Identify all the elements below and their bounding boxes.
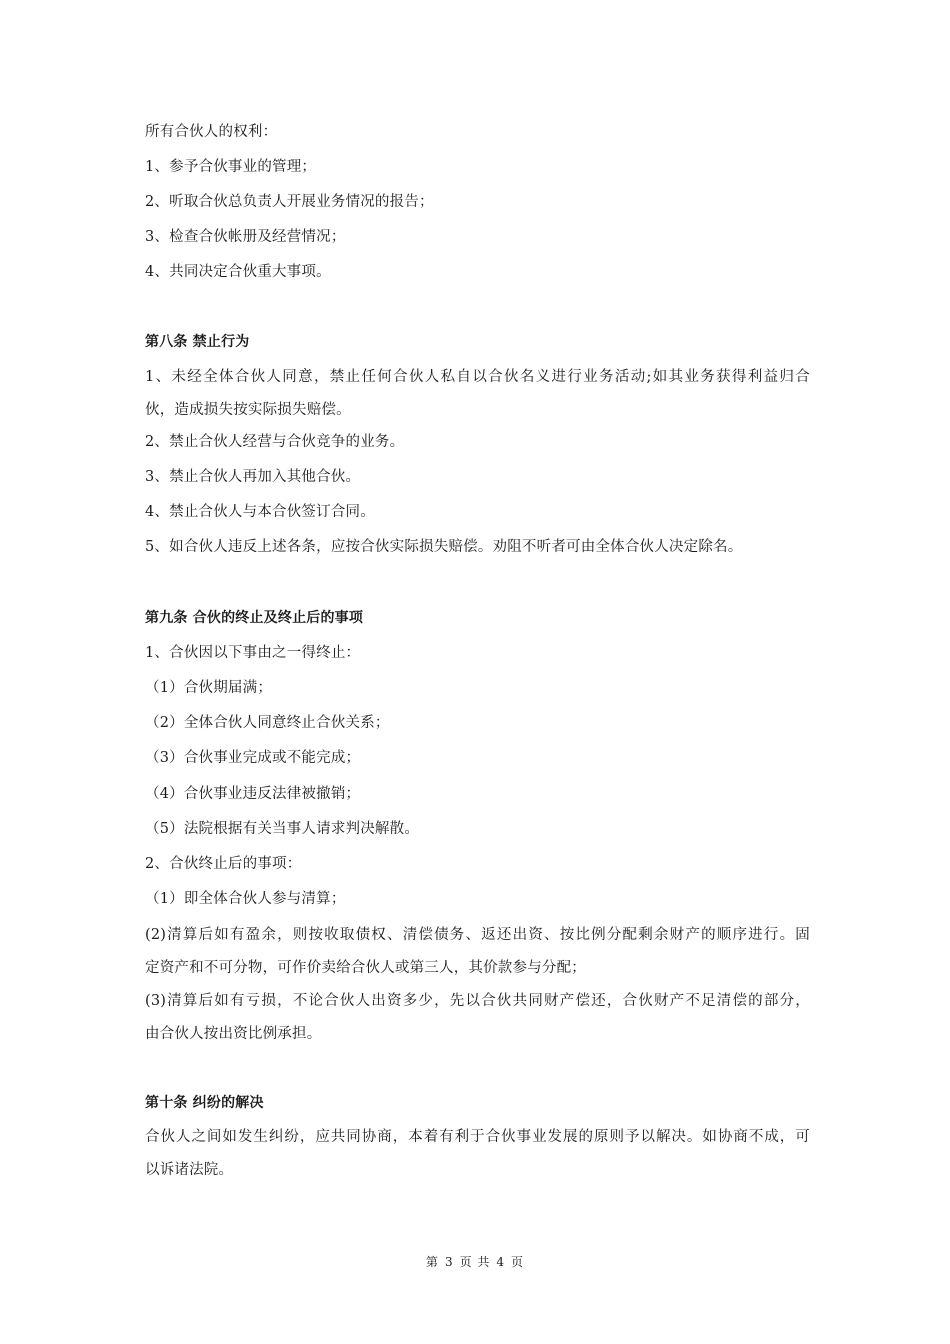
article-9-intro-2: 2、合伙终止后的事项： <box>145 856 302 872</box>
article-9-intro-1: 1、合伙因以下事由之一得终止： <box>145 645 361 661</box>
article-9-after-3-line-2: 由合伙人按出资比例承担。 <box>145 1026 322 1042</box>
article-9-reason-2: （2）全体合伙人同意终止合伙关系； <box>145 715 390 731</box>
footer-middle: 页 共 <box>459 1255 491 1269</box>
rights-item-3: 3、检查合伙帐册及经营情况； <box>145 229 346 245</box>
article-8-item-2: 2、禁止合伙人经营与合伙竞争的业务。 <box>145 434 405 450</box>
article-9-after-3-line-1: (3)清算后如有亏损，不论合伙人出资多少，先以合伙共同财产偿还，合伙财产不足清偿的部分， <box>145 993 810 1009</box>
article-9-after-2-line-1: (2)清算后如有盈余，则按收取债权、清偿债务、返还出资、按比例分配剩余财产的顺序进行。固 <box>145 927 810 943</box>
article-8-heading: 第八条 禁止行为 <box>145 334 250 350</box>
footer-suffix: 页 <box>511 1255 525 1269</box>
article-9-reason-5: （5）法院根据有关当事人请求判决解散。 <box>145 821 420 837</box>
rights-item-2: 2、听取合伙总负责人开展业务情况的报告； <box>145 194 434 210</box>
article-9-reason-3: （3）合伙事业完成或不能完成； <box>145 750 361 766</box>
article-9-heading: 第九条 合伙的终止及终止后的事项 <box>145 610 364 626</box>
article-8-item-3: 3、禁止合伙人再加入其他合伙。 <box>145 469 361 485</box>
rights-item-1: 1、参予合伙事业的管理； <box>145 159 317 175</box>
page-footer <box>0 1253 950 1271</box>
article-9-reason-1: （1）合伙期届满； <box>145 680 273 696</box>
footer-prefix: 第 <box>425 1255 439 1269</box>
article-8-item-5: 5、如合伙人违反上述各条，应按合伙实际损失赔偿。劝阻不听者可由全体合伙人决定除名。 <box>145 539 743 555</box>
article-9-after-2-line-2: 定资产和不可分物，可作价卖给合伙人或第三人，其价款参与分配； <box>145 960 586 976</box>
rights-title: 所有合伙人的权利： <box>145 124 278 140</box>
article-8-item-1-line-2: 伙，造成损失按实际损失赔偿。 <box>145 402 351 418</box>
article-10-line-2: 以诉诸法院。 <box>145 1162 234 1178</box>
article-9-after-1: （1）即全体合伙人参与清算； <box>145 891 346 907</box>
rights-item-4: 4、共同决定合伙重大事项。 <box>145 264 331 280</box>
footer-total-pages: 4 <box>496 1255 506 1269</box>
article-8-item-1-line-1: 1、未经全体合伙人同意，禁止任何合伙人私自以合伙名义进行业务活动;如其业务获得利益归合 <box>145 369 810 385</box>
article-10-heading: 第十条 纠纷的解决 <box>145 1095 264 1111</box>
article-10-line-1: 合伙人之间如发生纠纷，应共同协商，本着有利于合伙事业发展的原则予以解决。如协商不成，可 <box>145 1129 810 1145</box>
article-9-reason-4: （4）合伙事业违反法律被撤销； <box>145 786 361 802</box>
footer-current-page: 3 <box>444 1255 454 1269</box>
article-8-item-4: 4、禁止合伙人与本合伙签订合同。 <box>145 504 375 520</box>
